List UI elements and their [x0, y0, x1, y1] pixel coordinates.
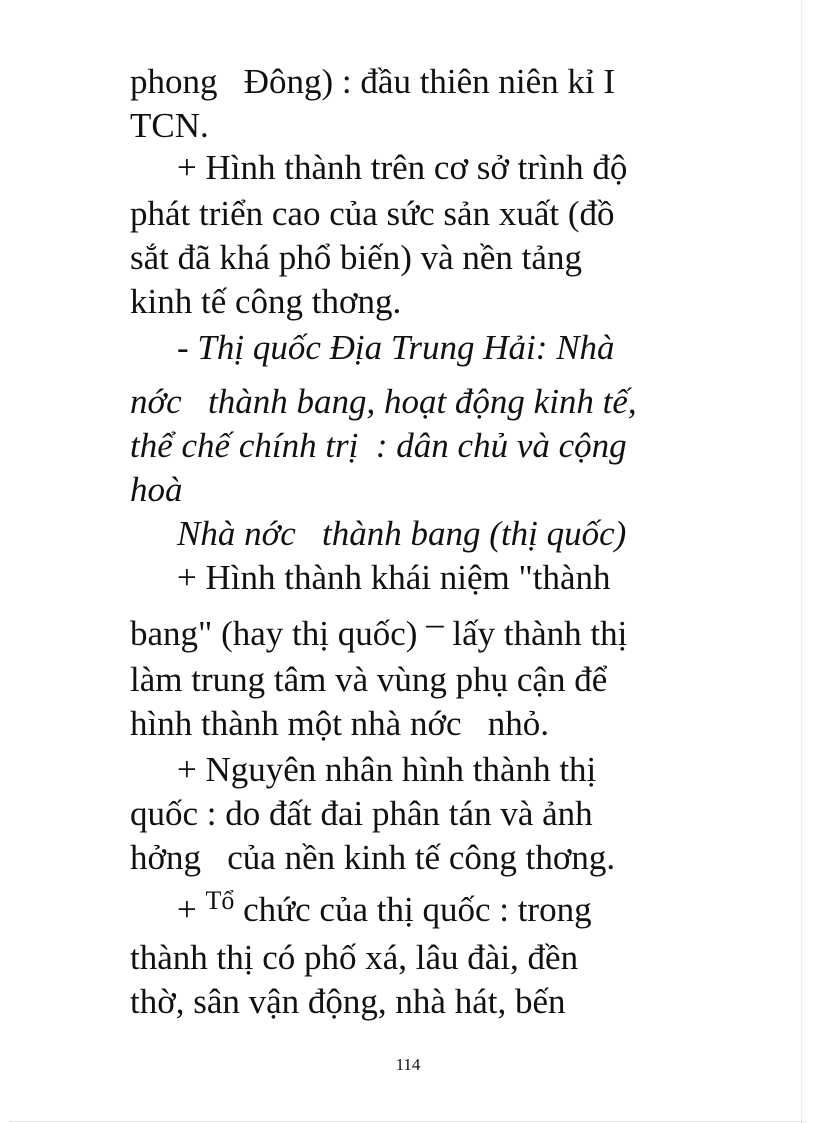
text-line-13-part-2: lấy thành thị	[443, 614, 628, 653]
text-line-12: + Hình thành khái niệm "thành	[177, 558, 611, 597]
text-line-1: phong Đông) : đầu thiên niên kỉ I	[130, 62, 616, 101]
em-dash: –	[426, 604, 444, 643]
text-line-10: hoà	[130, 470, 183, 509]
text-line-11: Nhà nớc thành bang (thị quốc)	[177, 514, 627, 553]
text-line-13-part-1: bang" (hay thị quốc)	[130, 614, 418, 653]
text-line-15: hình thành một nhà nớc nhỏ.	[130, 704, 550, 743]
text-line-3: + Hình thành trên cơ sở trình độ	[177, 148, 628, 187]
bottom-dotted-rule	[10, 1121, 806, 1122]
text-line-7: - Thị quốc Địa Trung Hải: Nhà	[177, 328, 615, 367]
text-line-16: + Nguyên nhân hình thành thị	[177, 750, 597, 789]
page-number: 114	[395, 1055, 421, 1074]
text-line-19-part-2: chức của thị quốc : trong	[234, 890, 592, 929]
text-line-20: thành thị có phố xá, lâu đài, đền	[130, 938, 579, 977]
text-line-19	[177, 886, 592, 933]
text-line-2: TCN.	[130, 106, 209, 145]
raised-word: Tổ	[205, 886, 235, 915]
text-line-5: sắt đã khá phổ biến) và nền tảng	[130, 238, 582, 277]
text-line-14: làm trung tâm và vùng phụ cận để	[130, 660, 608, 699]
page-edge-guide	[801, 0, 802, 1123]
text-line-9: thể chế chính trị : dân chủ và cộng	[130, 426, 627, 465]
text-line-8: nớc thành bang, hoạt động kinh tế,	[130, 382, 637, 421]
text-line-13	[130, 604, 628, 654]
text-line-17: quốc : do đất đai phân tán và ảnh	[130, 794, 593, 833]
text-line-18: hởng của nền kinh tế công thơng.	[130, 838, 616, 877]
text-line-4: phát triển cao của sức sản xuất (đồ	[130, 194, 615, 233]
text-line-21: thờ, sân vận động, nhà hát, bến	[130, 982, 566, 1021]
text-line-6: kinh tế công thơng.	[130, 282, 402, 321]
text-line-19-part-1: +	[177, 890, 206, 929]
